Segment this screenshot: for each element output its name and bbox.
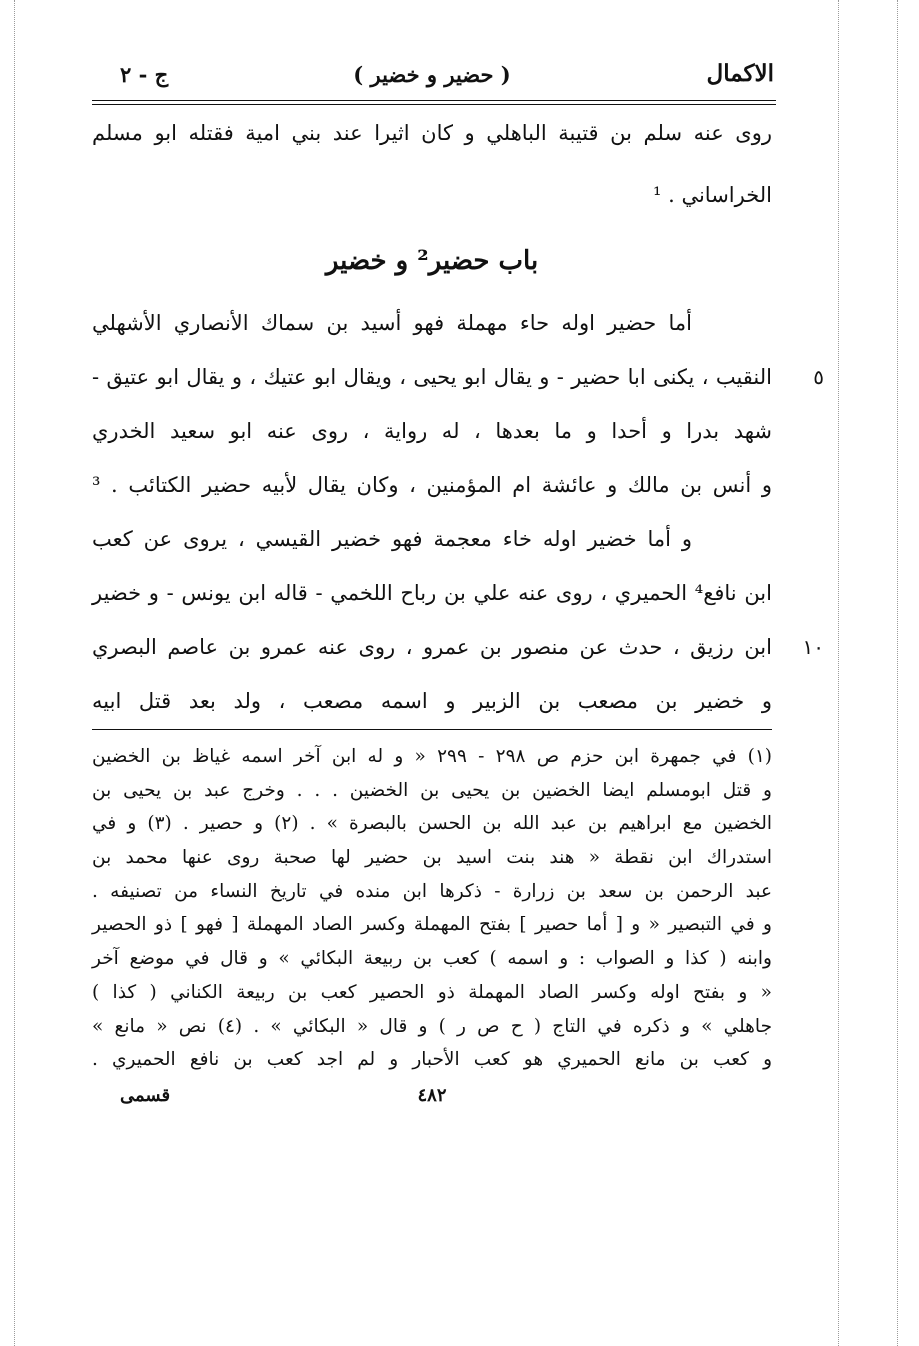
footnote-line: وابنه ( كذا و الصواب : و اسمه ) كعب بن ربيعة البكائي » و قال في موضع آخر — [92, 948, 772, 970]
book-page — [92, 48, 824, 1119]
footnote-rule — [92, 729, 772, 730]
section-heading: ( حضير و خضير ) — [353, 62, 511, 87]
text-line: و أنس بن مالك و عائشة ام المؤمنين ، وكان يقال لأبيه حضير الكتائب . ³ — [92, 473, 772, 497]
text-line: و خضير بن مصعب بن الزبير و اسمه مصعب ، ولد بعد قتل ابيه — [92, 689, 772, 713]
text-line — [92, 627, 824, 667]
header-rule-top — [92, 100, 776, 101]
book-title: الاكمال — [706, 60, 774, 87]
footnote-line: و كعب بن مانع الحميري هو كعب الأحبار و لم اجد كعب بن نافع الحميري . — [92, 1049, 772, 1071]
scan-dotted-margin-right — [838, 0, 839, 1346]
running-header — [92, 48, 772, 100]
footnote-line: (١) في جمهرة ابن حزم ص ٢٩٨ - ٢٩٩ « و له ابن آخر اسمه غياظ بن الخضين — [92, 746, 772, 767]
chapter-title: باب حضير² و خضير — [325, 246, 539, 276]
text-line: ابن نافع⁴ الحميري ، روى عنه علي بن رباح اللخمي - قاله ابن يونس - و خضير — [92, 581, 772, 605]
main-text — [92, 113, 824, 721]
printer-signature: قسمى — [120, 1084, 171, 1106]
page-footer — [92, 1079, 772, 1119]
scan-dotted-margin-left — [14, 0, 15, 1346]
text-line: أما حضير اوله حاء مهملة فهو أسيد بن سماك الأنصاري الأشهلي — [92, 311, 692, 335]
line-number-10: ١٠ — [802, 635, 824, 659]
text-line — [92, 357, 824, 397]
footnote-line: « و بفتح اوله وكسر الصاد المهملة ذو الحصير كعب بن ربيعة الكناني ( كذا ) — [92, 981, 772, 1003]
footnotes — [92, 740, 772, 1077]
volume-mark: ج - ٢ — [120, 62, 169, 87]
footnote-line: و في التبصير « و [ أما حصير ] بفتح المهملة وكسر الصاد المهملة [ فهو ] ذو الحصير — [92, 914, 772, 936]
scan-dotted-margin-edge — [897, 0, 898, 1346]
line-number-5: ٥ — [813, 365, 824, 389]
footnote-line: الخضين مع ابراهيم بن عبد الله بن الحسن بالبصرة » . (٢) و حصير . (٣) و في — [92, 813, 772, 835]
text-line: روى عنه سلم بن قتيبة الباهلي و كان اثيرا عند بني امية فقتله ابو مسلم — [92, 121, 772, 145]
text-line-content: ابن رزيق ، حدث عن منصور بن عمرو ، روى عنه عمرو بن عاصم البصري — [92, 635, 772, 659]
text-line: شهد بدرا و أحدا و ما بعدها ، له رواية ، روى عنه ابو سعيد الخدري — [92, 419, 772, 443]
text-line: الخراساني . ¹ — [653, 183, 772, 207]
footnote-line: و قتل ابومسلم ايضا الخضين بن يحيى بن الخضين . . . وخرج عبد بن يحيى بن — [92, 779, 772, 801]
text-line-content: النقيب ، يكنى ابا حضير - و يقال ابو يحيى ، ويقال ابو عتيك ، و يقال ابو عتيق - — [92, 365, 772, 389]
page-number: ٤٨٢ — [417, 1084, 447, 1106]
footnote-line: عبد الرحمن بن سعد بن زرارة - ذكرها ابن منده في تاريخ النساء من تصنيفه . — [92, 880, 772, 902]
text-line: و أما خضير اوله خاء معجمة فهو خضير القيسي ، يروى عن كعب — [92, 527, 692, 551]
header-rule-bottom — [92, 104, 776, 105]
footnote-line: استدراك ابن نقطة « هند بنت اسيد بن حضير لها صحبة روى عنها محمد بن — [92, 847, 772, 869]
footnote-line: جاهلي » و ذكره في التاج ( ح ص ر ) و قال « البكائي » . (٤) نص « مانع » — [92, 1015, 773, 1037]
